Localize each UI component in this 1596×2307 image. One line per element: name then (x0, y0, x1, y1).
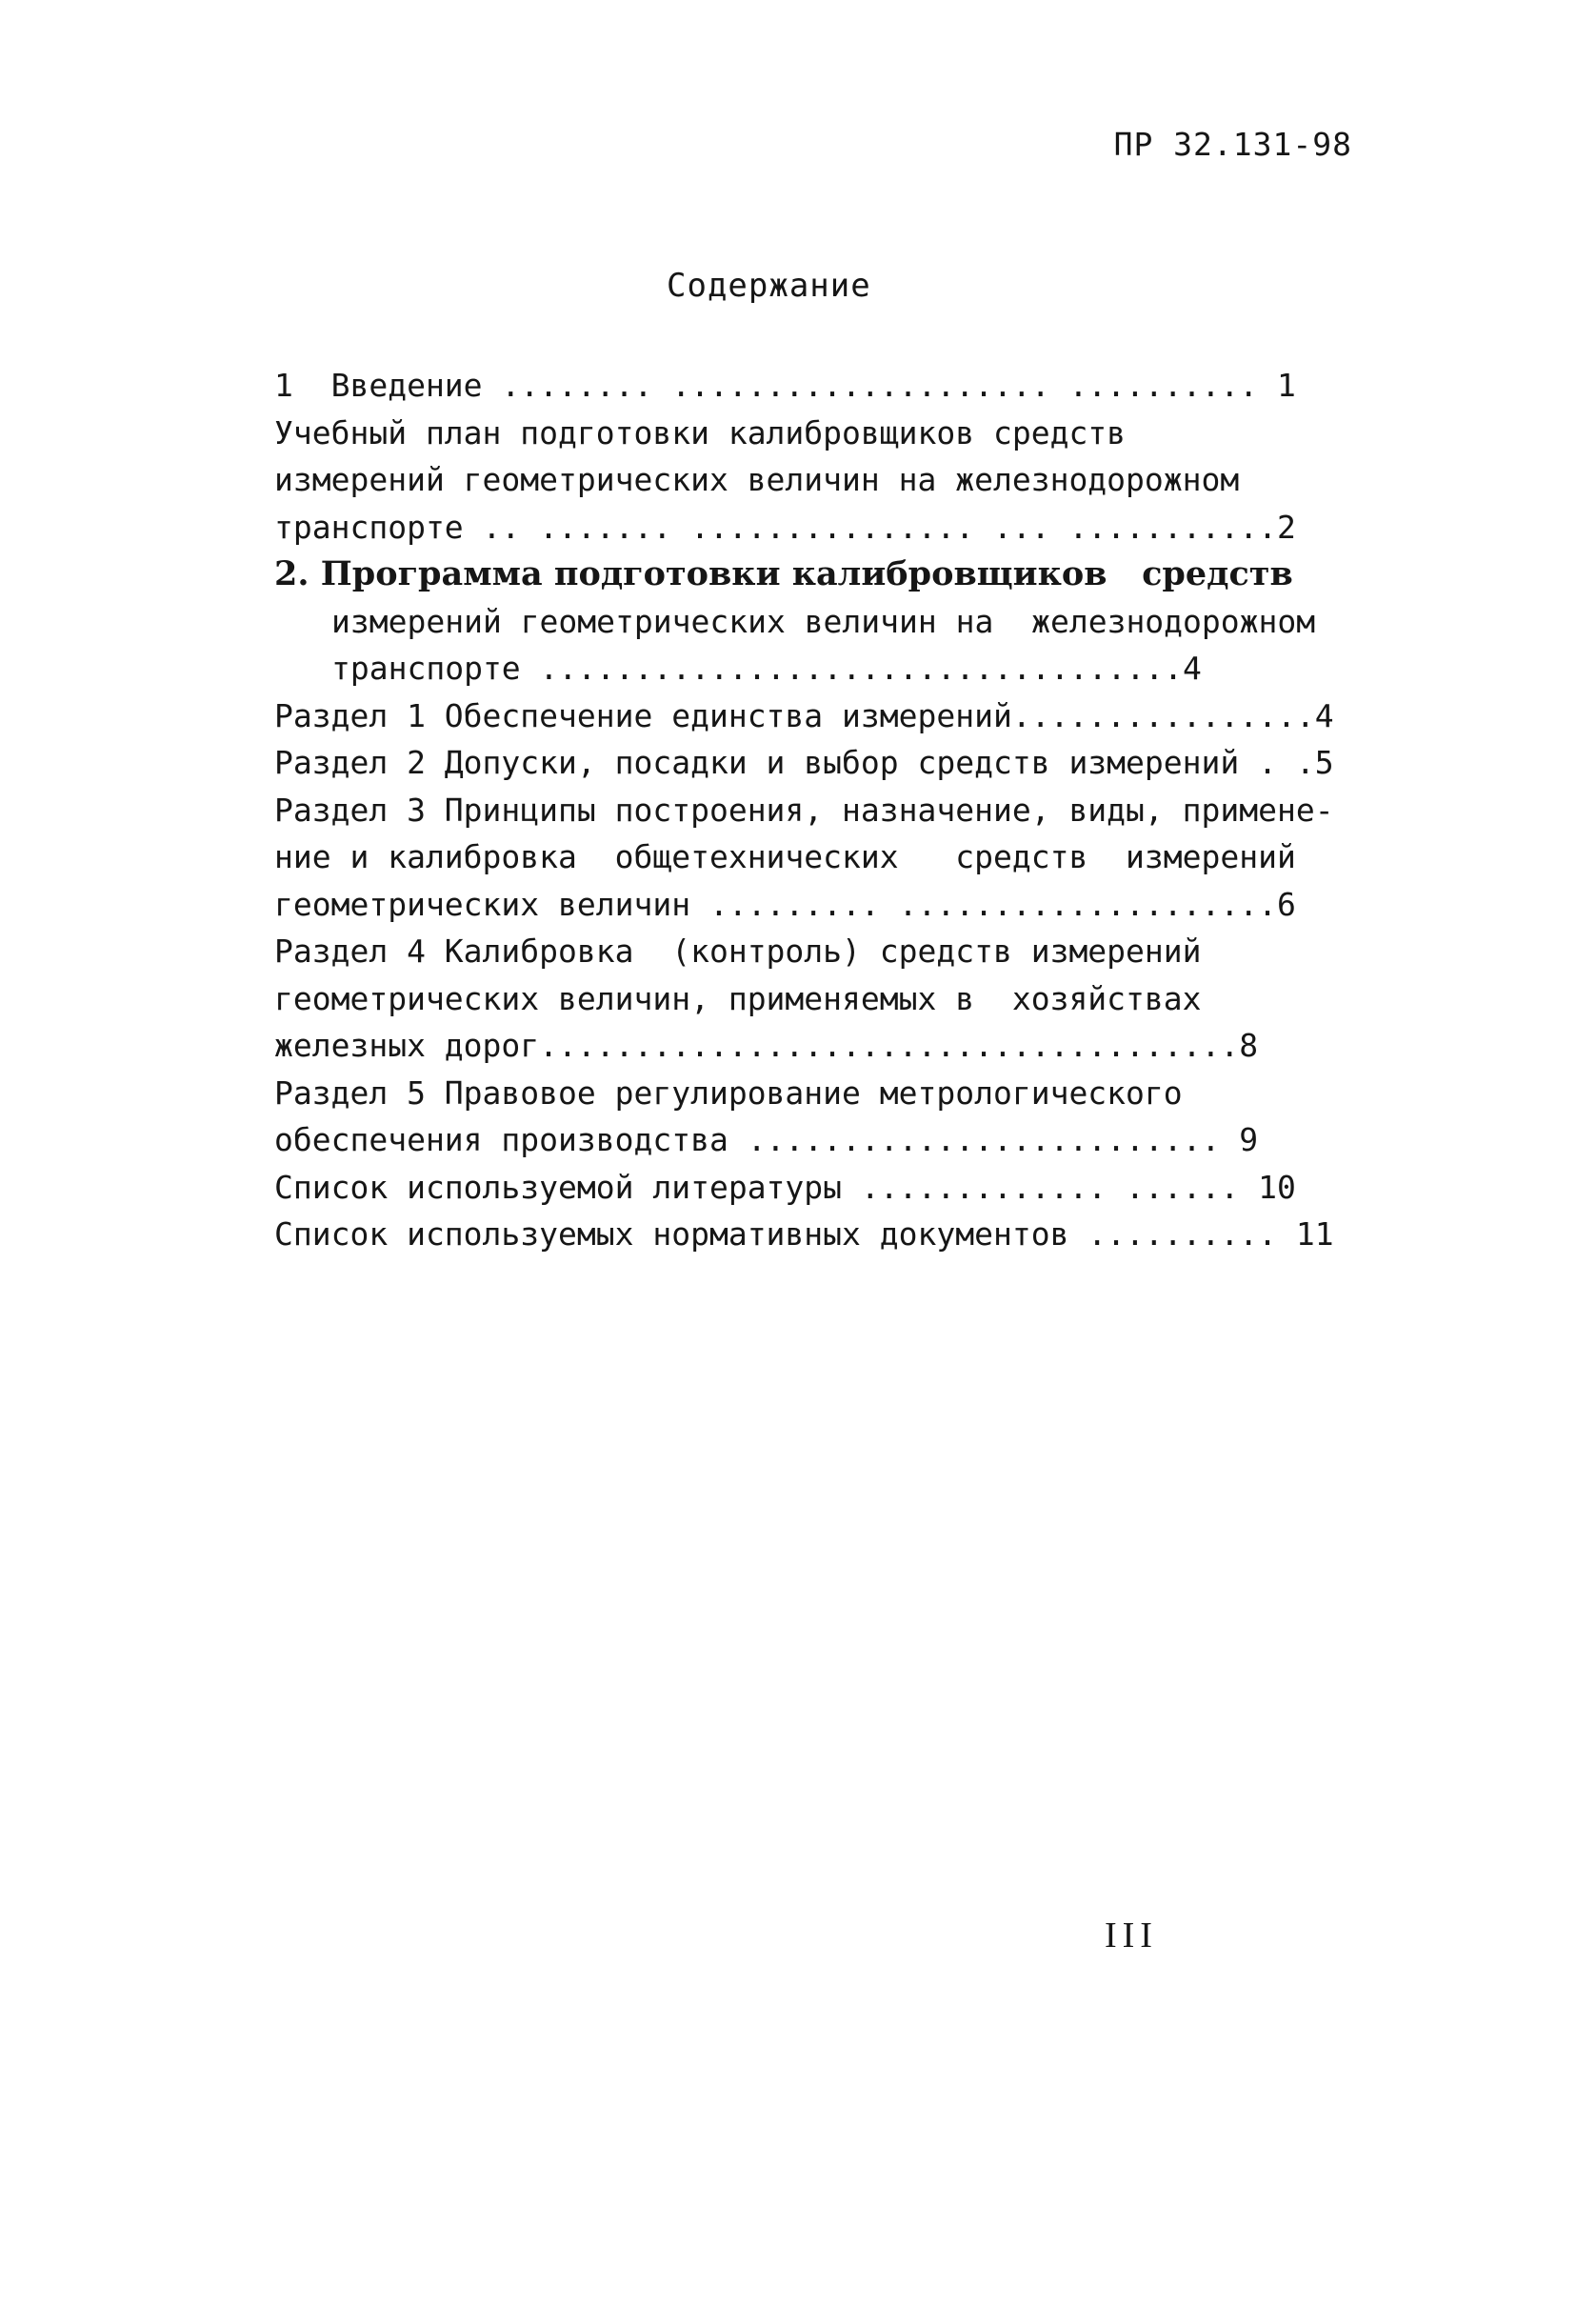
toc-line: 1 Введение ........ .................... .......... 1 (274, 367, 1296, 404)
toc-line: обеспечения производства ......................... 9 (274, 1121, 1259, 1158)
toc-line: Учебный план подготовки калибровщиков средств (274, 413, 1127, 451)
document-code: ПР 32.131-98 (1113, 126, 1352, 163)
toc-line: транспорте ..................................4 (331, 650, 1202, 687)
toc-line: железных дорог.....................................8 (274, 1027, 1259, 1064)
toc-line: Раздел 5 Правовое регулирование метрологического (274, 1073, 1183, 1112)
toc-line: геометрических величин ......... ....................6 (274, 885, 1296, 923)
toc-line: транспорте .. ....... ............... ... ...........2 (274, 508, 1296, 546)
toc-line: Раздел 4 Калибровка (контроль) средств измерений (274, 933, 1202, 970)
toc-line: Список используемой литературы ............. ...... 10 (274, 1168, 1296, 1206)
page-number: III (1105, 1916, 1158, 1956)
toc-line: Список используемых нормативных документов .......... 11 (274, 1215, 1334, 1253)
toc-line: ние и калибровка общетехнических средств измерений (274, 838, 1296, 875)
toc-line: 2. Программа подготовки калибровщиков средств (274, 554, 1293, 593)
toc-line: измерений геометрических величин на железнодорожном (331, 602, 1316, 640)
toc-line: Раздел 2 Допуски, посадки и выбор средств измерений . .5 (274, 744, 1334, 781)
toc-title: Содержание (667, 267, 871, 305)
toc-line: измерений геометрических величин на железнодорожном (274, 461, 1240, 498)
toc-line: Раздел 3 Принципы построения, назначение, виды, примене- (274, 791, 1334, 829)
toc-line: геометрических величин, применяемых в хозяйствах (274, 979, 1202, 1017)
toc-line: Раздел 1 Обеспечение единства измерений................4 (274, 696, 1334, 734)
table-of-contents (274, 362, 1360, 1258)
